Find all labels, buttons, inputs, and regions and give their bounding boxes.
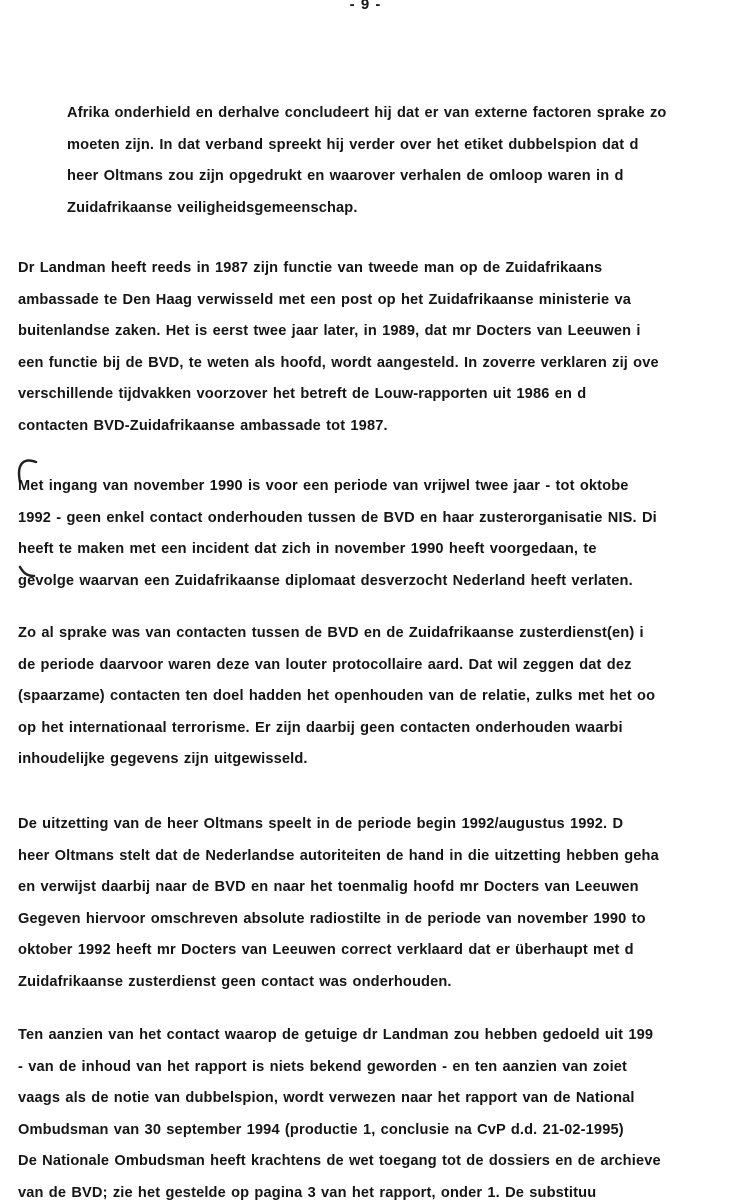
text-line: een functie bij de BVD, te weten als hoofd, wordt aangesteld. In zoverre verklaren zij ove [18,354,659,371]
text-line: van de BVD; zie het gestelde op pagina 3 van het rapport, onder 1. De substituu [18,1184,597,1200]
text-line: heer Oltmans zou zijn opgedrukt en waarover verhalen de omloop waren in d [67,168,624,184]
text-line: 1992 - geen enkel contact onderhouden tussen de BVD en haar zusterorganisatie NIS. Di [18,509,657,526]
text-line: gevolge waarvan een Zuidafrikaanse diplomaat desverzocht Nederland heeft verlaten. [18,572,633,589]
text-line: Ombudsman van 30 september 1994 (productie 1, conclusie na CvP d.d. 21-02-1995) [18,1121,624,1138]
text-line: oktober 1992 heeft mr Docters van Leeuwen correct verklaard dat er überhaupt met d [18,942,634,958]
text-line: verschillende tijdvakken voorzover het betreft de Louw-rapporten uit 1986 en d [18,386,587,402]
text-line: Zuidafrikaanse zusterdienst geen contact was onderhouden. [18,973,452,990]
text-line: Dr Landman heeft reeds in 1987 zijn functie van tweede man op de Zuidafrikaans [18,260,603,276]
paragraph-5 [18,809,659,998]
text-line: inhoudelijke gegevens zijn uitgewisseld. [18,751,308,767]
paragraph-1 [67,98,666,224]
text-line: Met ingang van november 1990 is voor een periode van vrijwel twee jaar - tot oktobe [18,478,629,494]
paragraph-2 [18,253,659,442]
paragraph-4 [18,618,655,776]
text-line: De uitzetting van de heer Oltmans speelt in de periode begin 1992/augustus 1992. D [18,816,624,832]
text-line: heer Oltmans stelt dat de Nederlandse autoriteiten de hand in die uitzetting hebben geha [18,847,659,864]
text-line: Afrika onderhield en derhalve concludeert hij dat er van externe factoren sprake zo [67,105,667,121]
text-line: - van de inhoud van het rapport is niets bekend geworden - en ten aanzien van zoiet [18,1058,628,1075]
text-line: op het internationaal terrorisme. Er zijn daarbij geen contacten onderhouden waarbi [18,719,623,736]
text-line: Zo al sprake was van contacten tussen de BVD en de Zuidafrikaanse zusterdienst(en) i [18,625,644,641]
text-line: heeft te maken met een incident dat zich in november 1990 heeft voorgedaan, te [18,541,597,557]
paragraph-3 [18,471,657,597]
paragraph-6 [18,1020,661,1200]
text-line: De Nationale Ombudsman heeft krachtens de wet toegang tot de dossiers en de archieve [18,1153,661,1169]
text-line: buitenlandse zaken. Het is eerst twee jaar later, in 1989, dat mr Docters van Leeuwen i [18,323,641,339]
text-line: Zuidafrikaanse veiligheidsgemeenschap. [67,199,358,216]
text-line: en verwijst daarbij naar de BVD en naar het toenmalig hoofd mr Docters van Leeuwen [18,879,639,895]
text-line: vaags als de notie van dubbelspion, wordt verwezen naar het rapport van de National [18,1090,635,1106]
text-line: (spaarzame) contacten ten doel hadden het openhouden van de relatie, zulks met het oo [18,688,656,704]
text-line: de periode daarvoor waren deze van louter protocollaire aard. Dat wil zeggen dat dez [18,656,632,673]
text-line: ambassade te Den Haag verwisseld met een post op het Zuidafrikaanse ministerie va [18,291,631,308]
text-line: moeten zijn. In dat verband spreekt hij verder over het etiket dubbelspion dat d [67,136,639,153]
text-line: Ten aanzien van het contact waarop de getuige dr Landman zou hebben gedoeld uit 199 [18,1027,654,1043]
text-line: contacten BVD-Zuidafrikaanse ambassade tot 1987. [18,417,388,434]
page-number: - 9 - [349,0,382,13]
text-line: Gegeven hiervoor omschreven absolute radiostilte in de periode van november 1990 to [18,910,646,927]
